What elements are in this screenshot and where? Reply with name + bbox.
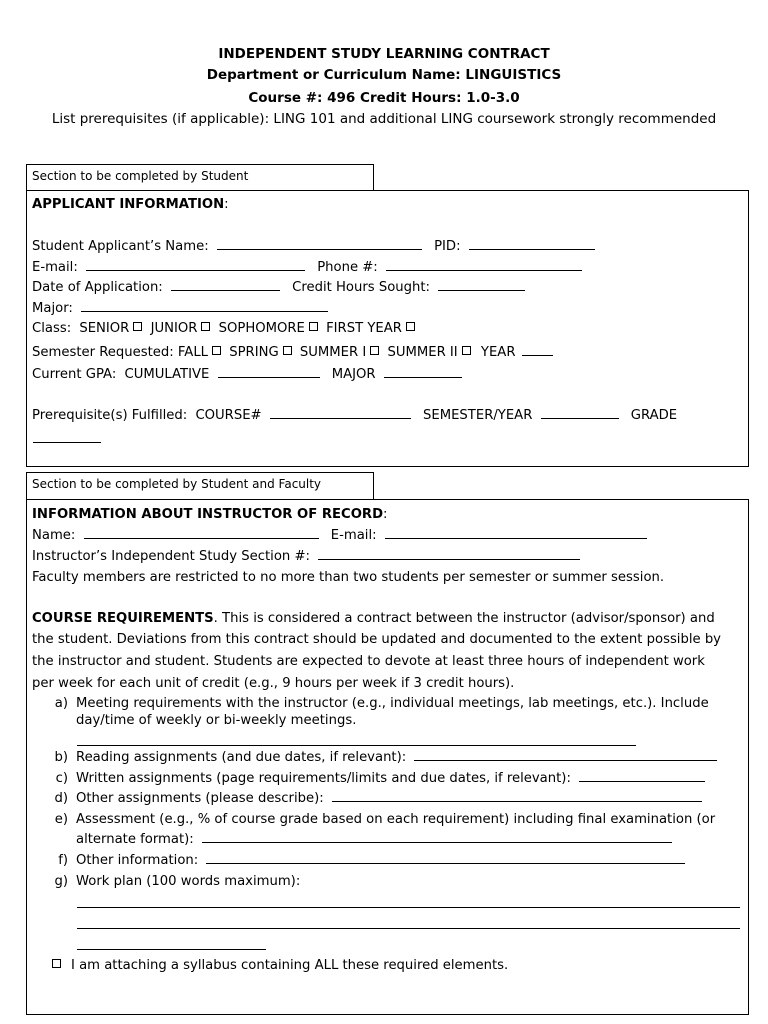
reading-assignments-field[interactable]	[414, 749, 717, 761]
section-number-row	[32, 548, 580, 566]
meeting-requirements-field[interactable]	[77, 745, 636, 746]
class-option-sophomore: SOPHOMORE	[218, 321, 305, 336]
cumulative-label: CUMULATIVE	[124, 367, 210, 382]
department-line	[0, 67, 768, 83]
student-name-row	[32, 238, 595, 256]
course-requirements-line-2: the student. Deviations from this contract should be updated and documented to the extent possible by	[32, 632, 721, 647]
faculty-section-tab: Section to be completed by Student and Faculty	[26, 472, 374, 500]
phone-label: Phone #:	[317, 260, 378, 275]
major-label: Major:	[32, 301, 73, 316]
pid-label: PID:	[434, 239, 461, 254]
course-label: Course #:	[248, 90, 323, 106]
prereq-label: List prerequisites (if applicable):	[51, 111, 270, 127]
semester-row	[32, 344, 553, 362]
grade-field[interactable]	[33, 442, 101, 443]
instructor-email-label: E-mail:	[330, 528, 377, 543]
date-credit-row	[32, 279, 525, 297]
student-section-tab: Section to be completed by Student	[26, 164, 374, 191]
semester-option-spring: SPRING	[229, 345, 279, 360]
student-email-field[interactable]	[86, 259, 305, 271]
semester-label: Semester Requested:	[32, 345, 174, 360]
semester-option-summer-2: SUMMER II	[387, 345, 458, 360]
course-requirements-line-3: the instructor and student. Students are expected to devote at least three hours of independent work	[32, 654, 705, 669]
student-email-label: E-mail:	[32, 260, 78, 275]
semester-option-summer-1: SUMMER I	[299, 345, 367, 360]
class-sophomore-checkbox[interactable]	[309, 322, 318, 331]
year-field[interactable]	[522, 344, 553, 356]
major-gpa-label: MAJOR	[331, 367, 376, 382]
assessment-field[interactable]	[202, 831, 672, 843]
requirement-item-e: e) Assessment (e.g., % of course grade based on each requirement) including final examination (or	[54, 812, 716, 827]
other-assignments-field[interactable]	[332, 790, 702, 802]
grade-label: GRADE	[630, 408, 678, 423]
requirement-item-d: d) Other assignments (please describe):	[42, 790, 702, 808]
instructor-name-label: Name:	[32, 528, 76, 543]
semester-summer-1-checkbox[interactable]	[370, 346, 379, 355]
department-label: Department or Curriculum Name:	[206, 67, 461, 83]
section-number-field[interactable]	[318, 548, 580, 560]
syllabus-statement: I am attaching a syllabus containing ALL these required elements.	[71, 958, 509, 973]
written-assignments-field[interactable]	[579, 770, 705, 782]
semester-year-field[interactable]	[541, 407, 619, 419]
instructor-name-row	[32, 527, 647, 545]
work-plan-line-1[interactable]	[77, 907, 740, 908]
student-name-field[interactable]	[217, 238, 422, 250]
student-name-label: Student Applicant’s Name:	[32, 239, 209, 254]
class-first-year-checkbox[interactable]	[406, 322, 415, 331]
gpa-row	[32, 366, 462, 384]
other-information-field[interactable]	[206, 852, 685, 864]
requirement-item-b: b) Reading assignments (and due dates, if relevant):	[42, 749, 717, 767]
prereq-value: LING 101 and additional LING coursework strongly recommended	[273, 111, 717, 127]
class-option-junior: JUNIOR	[150, 321, 198, 336]
credit-label: Credit Hours:	[360, 90, 462, 106]
semester-summer-2-checkbox[interactable]	[462, 346, 471, 355]
class-senior-checkbox[interactable]	[133, 322, 142, 331]
requirement-item-e-line-2: alternate format):	[76, 831, 672, 849]
requirement-item-c: c) Written assignments (page requirements/limits and due dates, if relevant):	[42, 770, 705, 788]
date-label: Date of Application:	[32, 280, 163, 295]
semester-spring-checkbox[interactable]	[283, 346, 292, 355]
course-num-field[interactable]	[270, 407, 411, 419]
credit-sought-label: Credit Hours Sought:	[292, 280, 430, 295]
instructor-email-field[interactable]	[385, 527, 647, 539]
major-field[interactable]	[81, 300, 328, 312]
section-number-label: Instructor’s Independent Study Section #:	[32, 549, 310, 564]
class-junior-checkbox[interactable]	[201, 322, 210, 331]
pid-field[interactable]	[469, 238, 595, 250]
credit-value: 1.0-3.0	[466, 90, 520, 106]
class-label: Class:	[32, 321, 72, 336]
course-requirements-line-1: COURSE REQUIREMENTS. This is considered a contract between the instructor (advisor/sponsor) and	[32, 611, 715, 626]
prerequisites-line	[0, 111, 768, 127]
requirement-item-a: a) Meeting requirements with the instructor (e.g., individual meetings, lab meetings, etc.). Include	[54, 696, 709, 711]
syllabus-row	[52, 957, 508, 975]
class-option-first-year: FIRST YEAR	[326, 321, 402, 336]
credit-sought-field[interactable]	[438, 279, 525, 291]
class-row	[32, 320, 419, 338]
semester-option-fall: FALL	[177, 345, 209, 360]
major-row	[32, 300, 328, 318]
prereq-fulfilled-label: Prerequisite(s) Fulfilled:	[32, 408, 188, 423]
prereq-fulfilled-row	[32, 407, 677, 425]
course-num-label: COURSE#	[195, 408, 262, 423]
document-title: INDEPENDENT STUDY LEARNING CONTRACT	[218, 46, 550, 62]
instructor-info-heading: INFORMATION ABOUT INSTRUCTOR OF RECORD:	[32, 507, 388, 522]
course-line	[0, 90, 768, 106]
class-option-senior: SENIOR	[79, 321, 130, 336]
requirement-item-f: f) Other information:	[42, 852, 685, 870]
course-value: 496	[327, 90, 356, 106]
email-phone-row	[32, 259, 582, 277]
work-plan-line-2[interactable]	[77, 928, 740, 929]
semester-year-label: SEMESTER/YEAR	[423, 408, 533, 423]
gpa-label: Current GPA:	[32, 367, 117, 382]
semester-fall-checkbox[interactable]	[212, 346, 221, 355]
instructor-name-field[interactable]	[84, 527, 319, 539]
major-gpa-field[interactable]	[384, 366, 462, 378]
requirement-item-g: g) Work plan (100 words maximum):	[54, 874, 301, 889]
syllabus-checkbox[interactable]	[52, 959, 61, 968]
phone-field[interactable]	[386, 259, 582, 271]
date-field[interactable]	[171, 279, 280, 291]
applicant-info-heading: APPLICANT INFORMATION:	[32, 197, 229, 212]
work-plan-line-3[interactable]	[77, 949, 266, 950]
department-value: LINGUISTICS	[465, 67, 562, 83]
course-requirements-heading: COURSE REQUIREMENTS	[32, 611, 214, 626]
year-label: YEAR	[480, 345, 516, 360]
cumulative-gpa-field[interactable]	[218, 366, 320, 378]
restriction-note: Faculty members are restricted to no more than two students per semester or summer session.	[32, 570, 665, 585]
requirement-item-a-line-2: day/time of weekly or bi-weekly meetings.	[76, 713, 357, 728]
course-requirements-line-4: per week for each unit of credit (e.g., 9 hours per week if 3 credit hours).	[32, 676, 515, 691]
